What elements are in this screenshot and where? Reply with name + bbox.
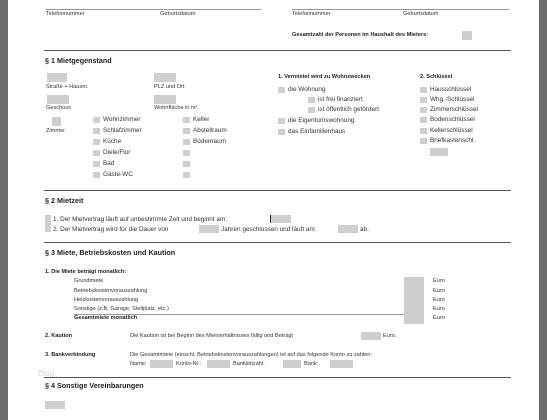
miete-title: 1. Die Miete beträgt monatlich:: [45, 269, 127, 275]
extra-checkbox[interactable]: [183, 150, 190, 156]
kaution-text: Die Kaution ist bei Beginn des Mietverhältnisses fällig und Beträgt: [130, 333, 293, 339]
key-checkbox[interactable]: [420, 128, 427, 134]
mietzeit-line-2a: 2. Der Mietvertrag wird für die Dauer von: [53, 226, 169, 233]
room-checkbox[interactable]: [93, 128, 100, 134]
watermark: Blog: [38, 369, 55, 378]
bank-name-label: Bank:: [304, 361, 319, 367]
extra-checkbox[interactable]: [183, 172, 190, 178]
divider: [44, 50, 511, 51]
room-checkbox[interactable]: [93, 139, 100, 145]
strasse-field[interactable]: [47, 73, 67, 82]
mietzeit-line-1: 1. Der Mietvertrag läuft auf unbestimmte Zeit und beginnt am:: [53, 216, 228, 223]
key-checkbox[interactable]: [420, 138, 427, 144]
label-plz: PLZ und Ort: [154, 84, 185, 90]
eigentum-checkbox[interactable]: [278, 118, 285, 124]
mietzeit-marker: [45, 215, 51, 232]
key-label: Bodenschlüssel: [430, 116, 475, 123]
miete-row-label: Sonstige (z.B. Garage, Stellplatz, etc.): [74, 306, 169, 312]
divider: [44, 190, 511, 191]
currency-label: Euro: [433, 278, 445, 284]
divider: [44, 377, 511, 378]
name-field[interactable]: [150, 360, 173, 368]
room-checkbox[interactable]: [93, 161, 100, 167]
field-line: [292, 9, 509, 10]
section-2-heading: § 2 Mietzeit: [45, 196, 84, 205]
name-label: Name:: [130, 361, 147, 367]
wohnung-checkbox[interactable]: [278, 87, 285, 93]
frei-checkbox[interactable]: [308, 97, 315, 103]
personen-count-field[interactable]: [462, 31, 472, 40]
contract-page: [8, 0, 539, 420]
label-geburt-1: Geburtsdatum: [160, 11, 196, 17]
room-label: Wohnzimmer: [103, 116, 141, 123]
label-wohnung: die Wohnung: [288, 86, 326, 93]
key-label: Hausschlüssel: [430, 86, 472, 93]
key-extra-field[interactable]: [430, 148, 448, 156]
extra-label: Abstellraum: [193, 127, 227, 134]
currency-label: Euro: [433, 315, 445, 321]
extra-checkbox[interactable]: [183, 128, 190, 134]
vermietet-title: 1. Vermietet wird zu Wohnzwecken: [278, 74, 371, 80]
label-wohnflaeche: Wohnfläche in m²: [154, 105, 198, 111]
label-oeffentlich: ist öffentlich gefördert: [318, 106, 379, 113]
zimmer-field[interactable]: [52, 117, 61, 126]
gesamtmiete-label: Gesamtmiete monatlich: [74, 315, 138, 321]
extra-checkbox[interactable]: [183, 139, 190, 145]
miete-amount-column[interactable]: [404, 277, 424, 324]
label-telefon-2: Telefonnummer: [292, 11, 331, 17]
key-checkbox[interactable]: [420, 87, 427, 93]
bank-label: 3. Bankverbindung: [45, 352, 96, 358]
bank-text: Die Gesamtmiete (einschl. Betriebskostenvorauszahlungen) ist auf das folgende Konto zu zahlen:: [130, 352, 372, 358]
section-3-heading: § 3 Miete, Betriebskosten und Kaution: [45, 248, 176, 257]
kaution-unit: Euro.: [383, 333, 397, 339]
label-telefon-1: Telefonnummer: [46, 11, 85, 17]
blz-field[interactable]: [283, 360, 301, 368]
bank-field[interactable]: [330, 360, 353, 368]
label-strasse: Straße + Hausnr.: [46, 84, 89, 90]
plz-field[interactable]: [154, 73, 176, 82]
room-label: Schlafzimmer: [103, 127, 142, 134]
oeffentlich-checkbox[interactable]: [308, 107, 315, 113]
extra-label: Bodenraum: [193, 138, 227, 145]
field-line: [46, 9, 261, 10]
konto-field[interactable]: [207, 360, 230, 368]
ende-field[interactable]: [338, 225, 358, 233]
label-zimmer: Zimmer: [46, 128, 65, 134]
currency-label: Euro: [433, 297, 445, 303]
mietzeit-line-2c: ab.: [360, 226, 369, 233]
extra-checkbox[interactable]: [183, 117, 190, 123]
room-checkbox[interactable]: [93, 117, 100, 123]
key-label: Briefkastenschl.: [430, 137, 476, 144]
room-checkbox[interactable]: [93, 172, 100, 178]
extra-label: Keller: [193, 116, 210, 123]
schluessel-title: 2. Schlüssel: [420, 74, 453, 80]
miete-row-label: Betriebskostenvorauszahlung: [74, 288, 148, 294]
label-eigentum: die Eigentumswohnung: [288, 117, 355, 124]
key-label: Kellerschlüssel: [430, 127, 473, 134]
miete-row-label: Grundmiete: [74, 278, 104, 284]
konto-label: Konto-Nr.:: [176, 361, 202, 367]
label-efh: das Einfamilienhaus: [288, 128, 346, 135]
key-checkbox[interactable]: [420, 97, 427, 103]
key-label: Whg.-Schlüssel: [430, 96, 475, 103]
mietzeit-line-2b: Jahren geschlossen und läuft am: [221, 226, 315, 233]
currency-label: Euro: [433, 288, 445, 294]
room-label: Küche: [103, 138, 122, 145]
room-label: Bad: [103, 160, 115, 167]
key-checkbox[interactable]: [420, 117, 427, 123]
dauer-field[interactable]: [199, 225, 219, 233]
key-label: Zimmerschlüssel: [430, 106, 478, 113]
section-1-heading: § 1 Mietgegenstand: [45, 56, 112, 65]
label-gesamtzahl: Gesamtzahl der Personen im Haushalt des Mieters:: [292, 32, 429, 38]
label-geschoss: Geschoss: [46, 105, 71, 111]
label-geburt-2: Geburtsdatum: [403, 11, 439, 17]
section-4-heading: § 4 Sonstige Vereinbarungen: [45, 381, 144, 390]
currency-label: Euro: [433, 306, 445, 312]
kaution-label: 2. Kaution: [45, 333, 73, 339]
room-label: Diele/Flur: [103, 149, 131, 156]
miete-row-label: Heizkostenvorauszahlung: [74, 297, 139, 303]
wohnflaeche-field[interactable]: [154, 95, 176, 104]
vereinbarungen-field[interactable]: [45, 401, 65, 409]
extra-checkbox[interactable]: [183, 161, 190, 167]
geschoss-field[interactable]: [47, 95, 69, 104]
label-frei: ist frei finanziert: [318, 96, 363, 103]
efh-checkbox[interactable]: [278, 129, 285, 135]
divider: [44, 242, 511, 243]
beginn-field[interactable]: [271, 215, 291, 223]
room-checkbox[interactable]: [93, 150, 100, 156]
kaution-field[interactable]: [361, 332, 381, 340]
blz-label: Bankleitzahl:: [233, 361, 265, 367]
key-checkbox[interactable]: [420, 107, 427, 113]
room-label: Gäste-WC: [103, 171, 133, 178]
